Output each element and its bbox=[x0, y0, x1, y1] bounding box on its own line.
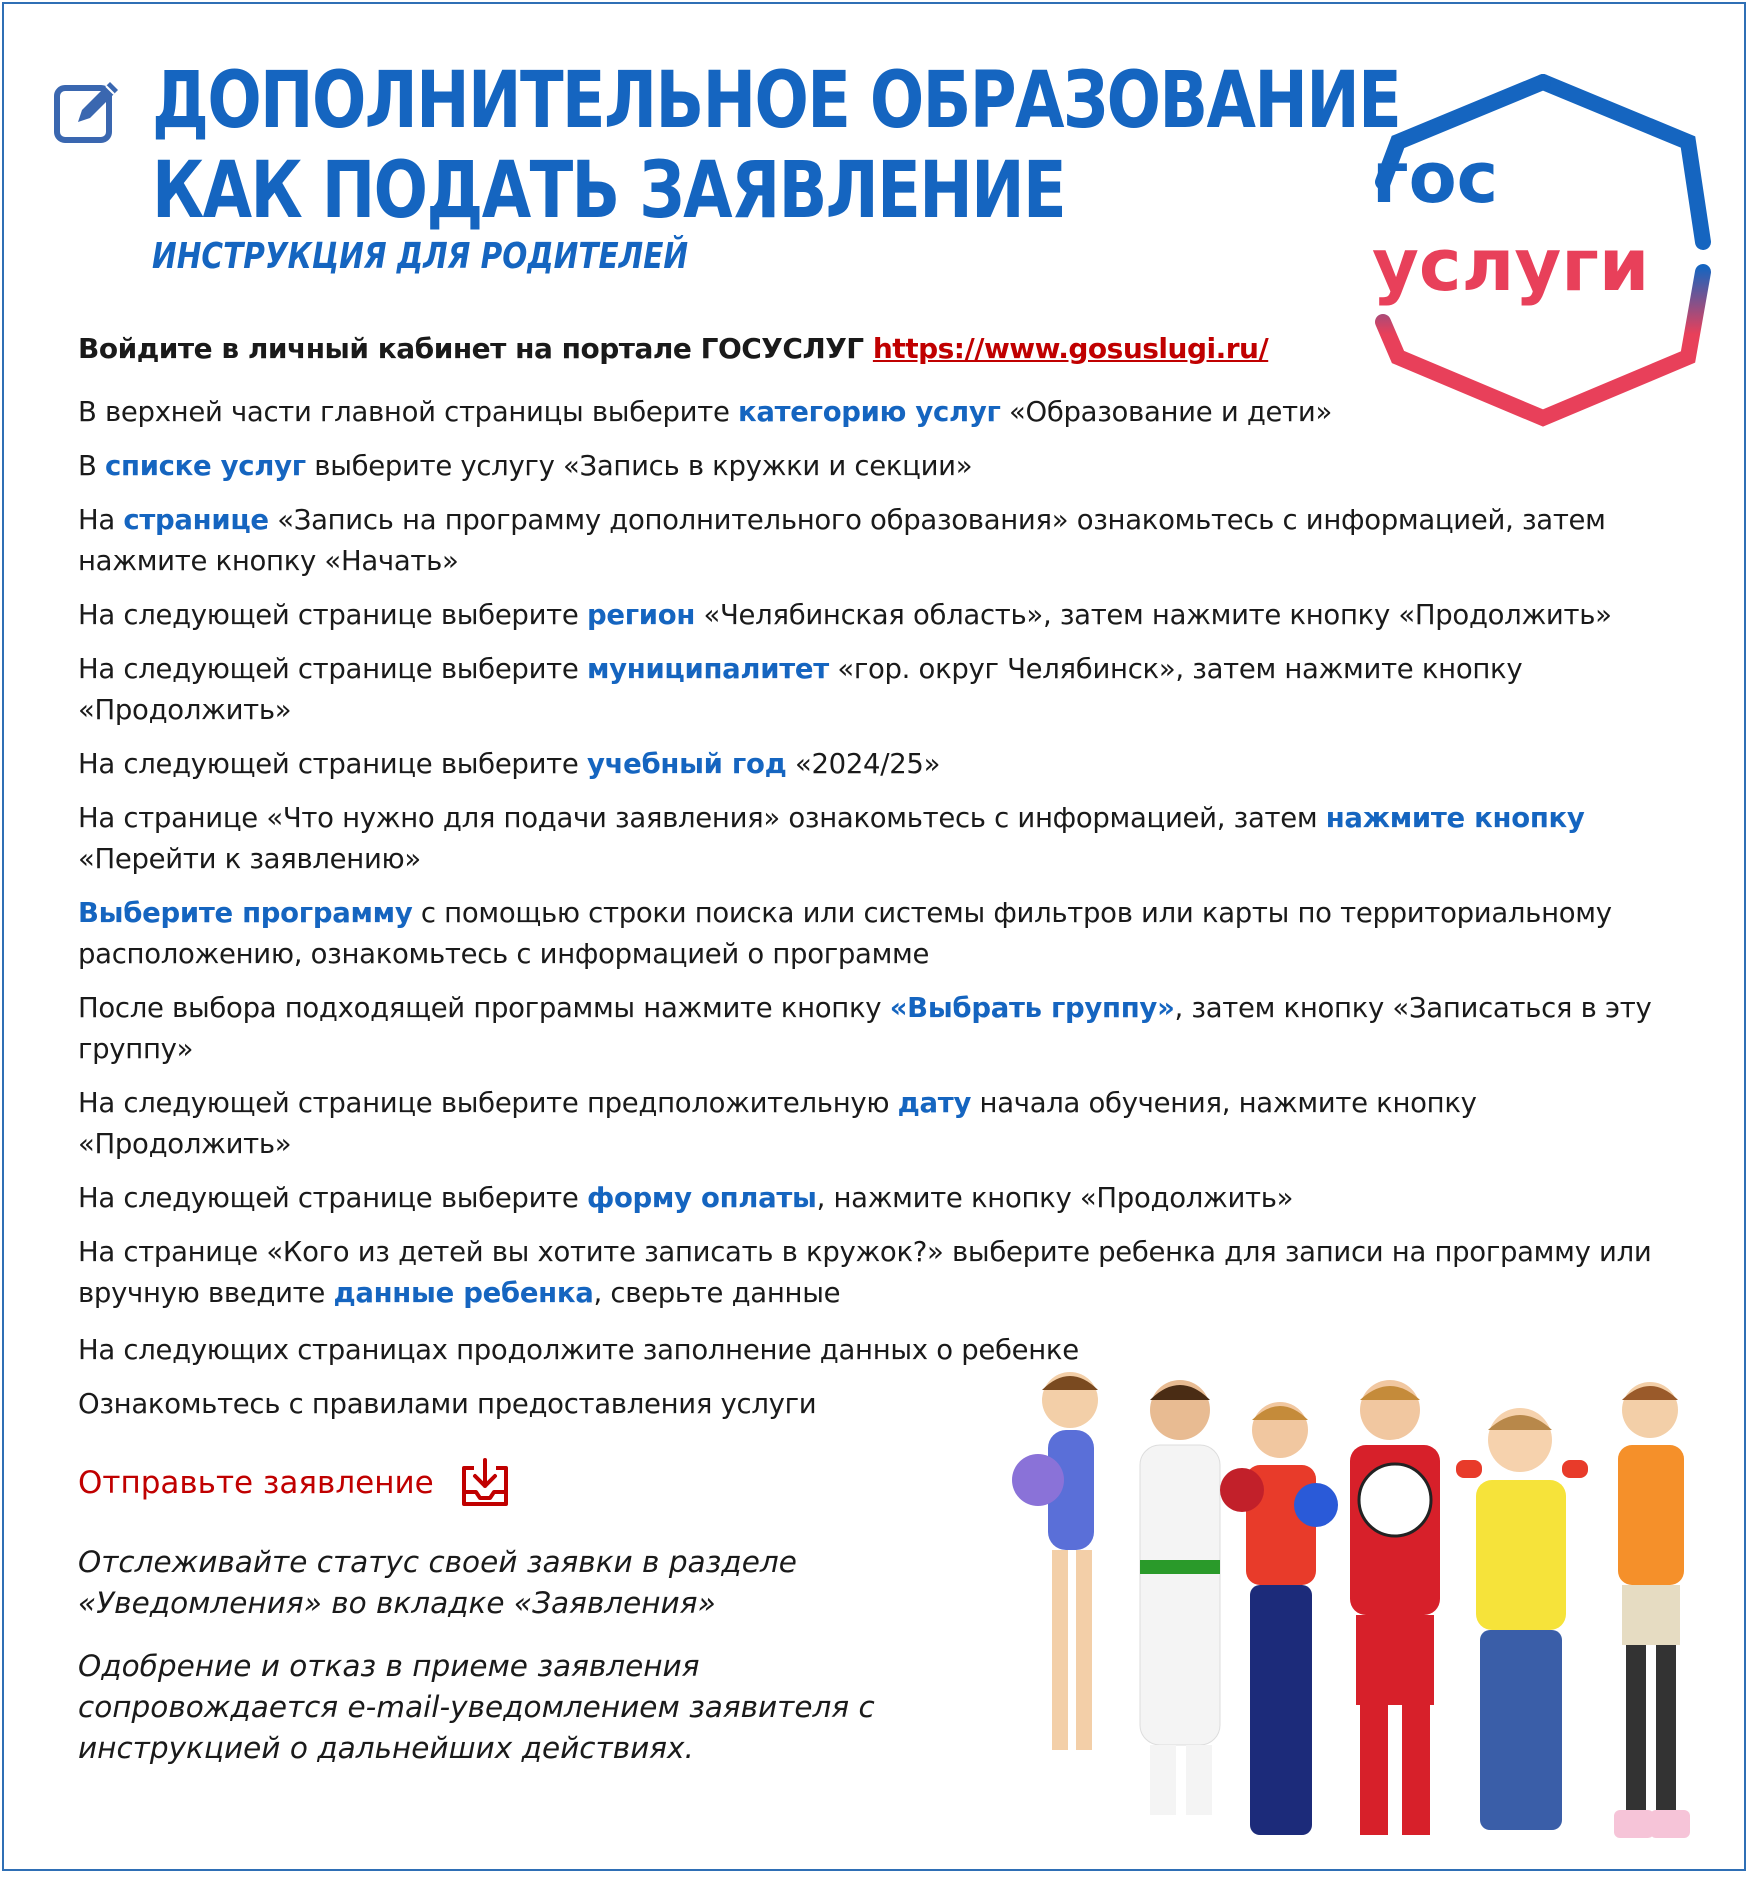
title-line-1: ДОПОЛНИТЕЛЬНОЕ ОБРАЗОВАНИЕ bbox=[152, 56, 1401, 146]
step-highlight: категорию услуг bbox=[738, 396, 1001, 428]
step-highlight: странице bbox=[123, 504, 269, 536]
title-line-2: КАК ПОДАТЬ ЗАЯВЛЕНИЕ bbox=[152, 146, 1066, 236]
step-text: , затем кнопку «Записаться в эту группу» bbox=[78, 992, 1652, 1065]
page-title bbox=[152, 56, 1400, 236]
gosuslugi-link[interactable]: https://www.gosuslugi.ru/ bbox=[872, 332, 1269, 365]
step-highlight: учебный год bbox=[586, 748, 787, 780]
step-text: «Челябинская область», затем нажмите кнопку «Продолжить» bbox=[695, 599, 1612, 631]
step-text: , сверьте данные bbox=[593, 1277, 841, 1309]
step-10 bbox=[78, 1083, 1698, 1165]
step-6 bbox=[78, 744, 1698, 785]
step-text: В bbox=[78, 450, 106, 482]
step-text: с помощью строки поиска или системы фильтров или карты по территориальному расположению, ознакомьтесь с информацией о программе bbox=[78, 897, 1612, 970]
step-text: На следующей странице выберите bbox=[78, 599, 587, 631]
step-2 bbox=[78, 446, 1698, 487]
step-11 bbox=[78, 1178, 1698, 1219]
step-text: «2024/25» bbox=[786, 748, 941, 780]
step-5 bbox=[78, 649, 1698, 731]
edit-icon bbox=[54, 76, 124, 146]
step-12 bbox=[78, 1232, 1698, 1314]
step-8 bbox=[78, 893, 1698, 975]
send-label: Отправьте заявление bbox=[78, 1465, 434, 1501]
step-highlight: форму оплаты bbox=[586, 1182, 817, 1214]
step-text: «Перейти к заявлению» bbox=[78, 843, 421, 875]
children-illustration bbox=[1010, 1370, 1730, 1870]
step-4 bbox=[78, 595, 1698, 636]
step-13 bbox=[78, 1330, 1698, 1371]
page-subtitle: ИНСТРУКЦИЯ ДЛЯ РОДИТЕЛЕЙ bbox=[152, 236, 689, 277]
step-text: выберите услугу «Запись в кружки и секции» bbox=[305, 450, 973, 482]
step-3 bbox=[78, 500, 1698, 582]
step-text: На следующей странице выберите bbox=[78, 748, 587, 780]
child-gymnast bbox=[1012, 1372, 1098, 1750]
steps-list bbox=[78, 392, 1698, 1438]
child-skater bbox=[1614, 1382, 1690, 1838]
step-text: На bbox=[78, 504, 124, 536]
step-text: На следующей странице выберите bbox=[78, 653, 587, 685]
step-text: На странице «Кого из детей вы хотите записать в кружок?» выберите ребенка для записи на программу или вручную введите bbox=[78, 1236, 1652, 1309]
step-highlight: «Выбрать группу» bbox=[889, 992, 1175, 1024]
step-text: «гор. округ Челябинск», затем нажмите кнопку «Продолжить» bbox=[78, 653, 1523, 726]
intro-text: Войдите в личный кабинет на портале ГОСУСЛУГ bbox=[78, 332, 873, 365]
gosuslugi-logo bbox=[1368, 72, 1718, 428]
step-highlight: данные ребенка bbox=[333, 1277, 594, 1309]
step-7 bbox=[78, 798, 1698, 880]
step-text: В верхней части главной страницы выберите bbox=[78, 396, 739, 428]
step-highlight: Выберите программу bbox=[78, 897, 413, 929]
step-text: На следующих страницах продолжите заполнение данных о ребенке bbox=[78, 1334, 1079, 1366]
step-text: начала обучения, нажмите кнопку «Продолжить» bbox=[78, 1087, 1477, 1160]
step-text: , нажмите кнопку «Продолжить» bbox=[816, 1182, 1294, 1214]
step-text: На странице «Что нужно для подачи заявления» ознакомьтесь с информацией, затем bbox=[78, 802, 1326, 834]
step-text: «Образование и дети» bbox=[1000, 396, 1332, 428]
logo-line-2: услуги bbox=[1372, 223, 1650, 307]
step-text: «Запись на программу дополнительного образования» ознакомьтесь с информацией, затем нажмите кнопку «Начать» bbox=[78, 504, 1606, 577]
child-boxer bbox=[1220, 1402, 1338, 1835]
step-highlight: дату bbox=[897, 1087, 972, 1119]
send-row bbox=[78, 1456, 512, 1510]
child-footballer bbox=[1350, 1380, 1440, 1835]
step-text: На следующей странице выберите предположительную bbox=[78, 1087, 898, 1119]
child-karate bbox=[1140, 1380, 1220, 1815]
step-highlight: муниципалитет bbox=[586, 653, 829, 685]
child-dumbbells bbox=[1456, 1408, 1588, 1830]
approval-note: Одобрение и отказ в приеме заявления сопровождается e-mail-уведомлением заявителя с инструкцией о дальнейших действиях. bbox=[78, 1649, 875, 1765]
step-1 bbox=[78, 392, 1698, 433]
download-icon[interactable] bbox=[458, 1456, 512, 1510]
intro-line bbox=[78, 332, 1268, 365]
step-text: После выбора подходящей программы нажмите кнопку bbox=[78, 992, 890, 1024]
step-highlight: регион bbox=[586, 599, 696, 631]
step-text: На следующей странице выберите bbox=[78, 1182, 587, 1214]
step-text: Ознакомьтесь с правилами предоставления услуги bbox=[78, 1388, 817, 1420]
step-highlight: нажмите кнопку bbox=[1325, 802, 1585, 834]
step-9 bbox=[78, 988, 1698, 1070]
track-note: Отслеживайте статус своей заявки в разделе «Уведомления» во вкладке «Заявления» bbox=[78, 1545, 797, 1620]
logo-line-1: гос bbox=[1372, 137, 1499, 219]
step-highlight: списке услуг bbox=[105, 450, 306, 482]
